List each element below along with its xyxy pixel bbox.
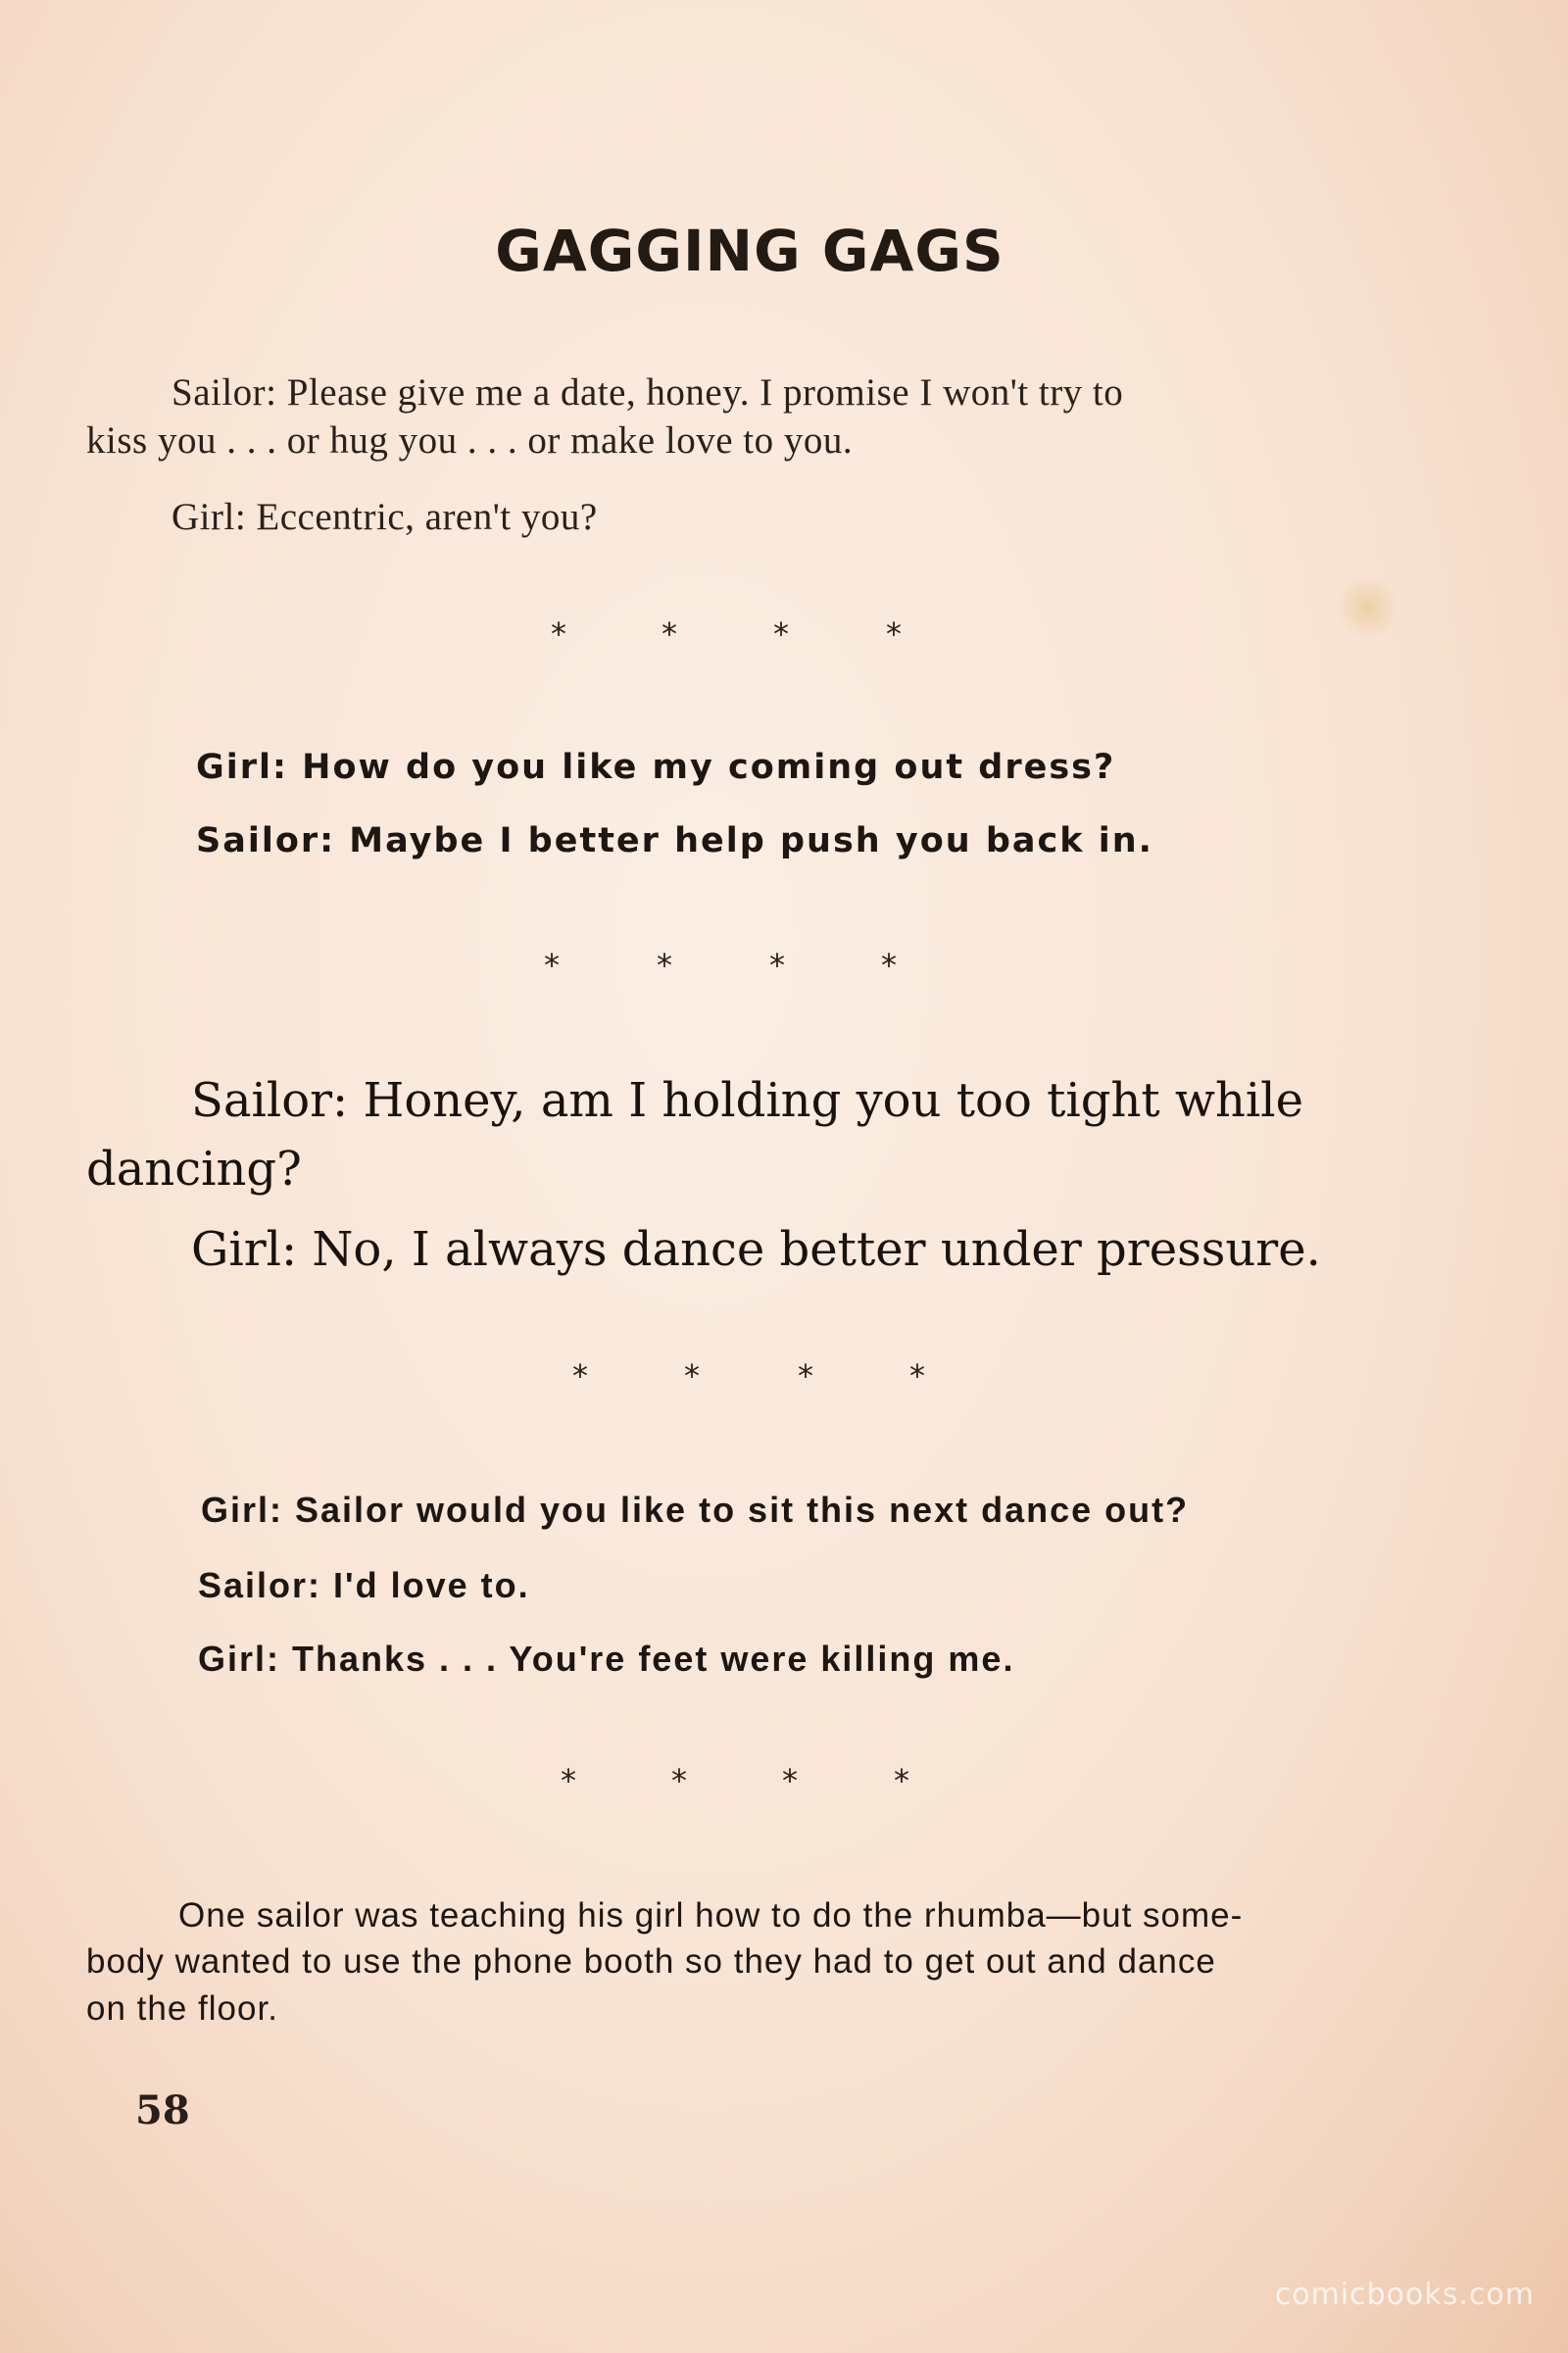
joke-5-line-1: One sailor was teaching his girl how to do the rhumba—but some- <box>178 1896 1244 1935</box>
page-number: 58 <box>135 2087 190 2133</box>
separator-star: * <box>886 615 902 653</box>
joke-1-line-3: Girl: Eccentric, aren't you? <box>172 496 598 538</box>
separator-star: * <box>909 1357 925 1395</box>
separator-star: * <box>684 1357 700 1395</box>
separator-star: * <box>769 947 785 984</box>
separator-2 <box>0 947 1568 986</box>
separator-star: * <box>894 1762 909 1799</box>
separator-star: * <box>662 615 677 653</box>
joke-4-line-3: Girl: Thanks . . . You're feet were killing me. <box>198 1639 1015 1679</box>
joke-3-line-3: Girl: No, I always dance better under pressure. <box>191 1222 1321 1277</box>
separator-star: * <box>782 1762 798 1799</box>
joke-2-line-2: Sailor: Maybe I better help push you back in. <box>196 821 1153 860</box>
separator-1 <box>0 615 1568 655</box>
page-title: GAGGING GAGS <box>495 218 1004 284</box>
separator-star: * <box>773 615 789 653</box>
joke-5-line-3: on the floor. <box>86 1989 278 2028</box>
watermark: comicbooks.com <box>1274 2278 1535 2312</box>
separator-star: * <box>551 615 566 653</box>
separator-star: * <box>572 1357 588 1395</box>
joke-3-line-1: Sailor: Honey, am I holding you too tight while <box>191 1073 1304 1128</box>
separator-4 <box>0 1762 1568 1801</box>
separator-star: * <box>544 947 560 984</box>
separator-star: * <box>798 1357 813 1395</box>
joke-4-line-2: Sailor: I'd love to. <box>198 1565 530 1605</box>
separator-star: * <box>671 1762 687 1799</box>
separator-3 <box>0 1357 1568 1397</box>
separator-star: * <box>881 947 897 984</box>
joke-2-line-1: Girl: How do you like my coming out dress? <box>196 748 1116 787</box>
joke-1-line-2: kiss you . . . or hug you . . . or make love to you. <box>86 419 854 462</box>
separator-star: * <box>657 947 672 984</box>
joke-4-line-1: Girl: Sailor would you like to sit this next dance out? <box>201 1490 1190 1530</box>
separator-star: * <box>561 1762 576 1799</box>
joke-3-line-2: dancing? <box>86 1142 302 1197</box>
joke-5-line-2: body wanted to use the phone booth so they had to get out and dance <box>86 1942 1216 1981</box>
joke-1-line-1: Sailor: Please give me a date, honey. I promise I won't try to <box>172 371 1124 414</box>
